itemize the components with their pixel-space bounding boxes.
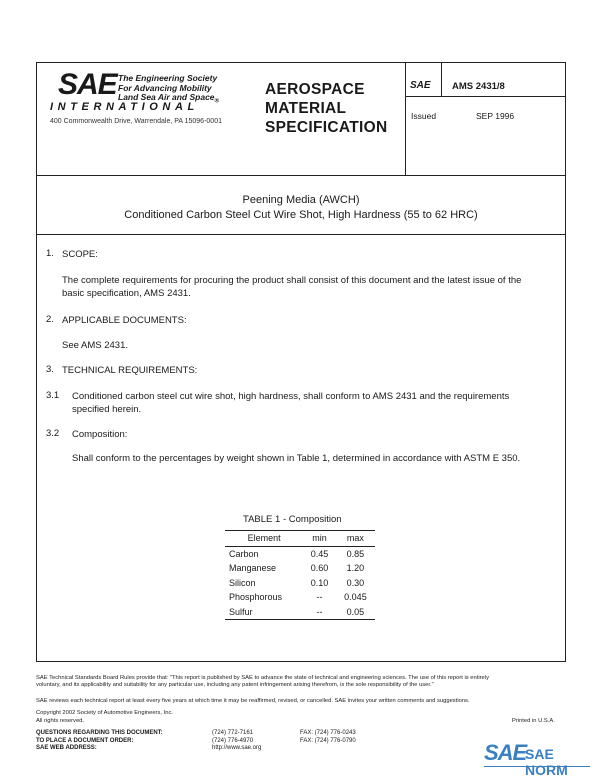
web-address-link[interactable]: http://www.sae.org [212,745,262,752]
sae-small-logo: SAE [410,80,431,91]
table-cell: 0.10 [310,577,329,588]
section-2-text: See AMS 2431. [62,340,129,351]
header-cell-divider [405,96,566,97]
international-label: INTERNATIONAL [50,101,199,113]
table-header-cell: min [312,533,327,544]
sae-norm-mark: SAE [484,740,527,765]
table-cell: 0.60 [310,563,329,574]
table-cell: 0.85 [346,548,365,559]
table-header-cell: max [346,533,364,544]
section-3-1-text: Conditioned carbon steel cut wire shot, high hardness, shall conform to AMS 2431 and the requirements specified herein. [72,391,510,415]
section-3-number: 3. [46,364,54,375]
table-row [225,590,375,605]
issued-date: SEP 1996 [476,111,515,121]
table-cell: Carbon [229,548,259,559]
table-cell: Manganese [229,563,277,574]
section-1-text: The complete requirements for procuring the product shall consist of this document and the latest issue of the basic specification, AMS 2431. [62,275,522,299]
review-statement: SAE reviews each technical report at least every five years at which time it may be reaffirmed, revised, or cancelled. SAE invites your written comments and suggestions. [36,698,470,704]
section-1-heading: SCOPE: [62,249,98,260]
rights-reserved: All rights reserved. [36,718,85,724]
section-3-2-text: Shall conform to the percentages by weight shown in Table 1, determined in accordance with ASTM E 350. [72,453,521,464]
sae-logo: SAE [58,68,117,101]
document-title: Peening Media (AWCH) Conditioned Carbon Steel Cut Wire Shot, High Hardness (55 to 62 HRC) [124,194,478,221]
issued-label: Issued [411,111,437,121]
table-row [225,605,375,620]
header-divider [36,175,566,176]
section-3-2-heading: Composition: [72,429,128,440]
section-3-1-number: 3.1 [46,390,60,401]
section-2-heading: APPLICABLE DOCUMENTS: [62,315,187,326]
table-header-row [225,531,375,547]
composition-table [225,530,375,620]
table-row [225,576,375,591]
table-cell: 0.045 [344,592,367,603]
table-caption: TABLE 1 - Composition [243,514,342,525]
table-cell: -- [316,606,323,617]
printed-in: Printed in U.S.A. [512,718,555,724]
section-1-number: 1. [46,248,54,259]
rules-statement: SAE Technical Standards Board Rules provide that: "This report is published by SAE to advance the state of technical and engineering sciences. The use of this report is entirely voluntary, and its applicability and suitability for any particular use, including any patent infringement arising therefrom, is the sole responsibility of the user." [36,675,489,689]
table-cell: 0.05 [346,606,365,617]
contact-faxes: FAX: (724) 776-0243 FAX: (724) 776-0790 [300,730,356,744]
spec-type-title: AEROSPACE MATERIAL SPECIFICATION [265,81,388,136]
header-small-divider [441,62,442,96]
table-row [225,561,375,576]
section-3-2-number: 3.2 [46,428,60,439]
society-tagline: The Engineering Society For Advancing Mobility Land Sea Air and Space$_®$ [118,73,219,105]
title-divider [36,234,566,235]
header-column-divider [405,62,406,175]
table-header-cell: Element [247,533,281,544]
sae-norm-underline [484,766,590,767]
copyright: Copyright 2002 Society of Automotive Engineers, Inc. [36,710,173,716]
table-cell: 0.30 [346,577,365,588]
table-cell: 0.45 [310,548,329,559]
table-row [225,546,375,561]
table-cell: Silicon [229,577,256,588]
ams-number: AMS 2431/8 [452,81,505,92]
table-cell: 1.20 [346,563,365,574]
sae-norm-text: SAE NORM [525,746,568,778]
contact-labels: QUESTIONS REGARDING THIS DOCUMENT: TO PLACE A DOCUMENT ORDER: SAE WEB ADDRESS: [36,730,163,752]
contact-phones: (724) 772-7161 (724) 776-4970 http://www.sae.org [212,730,262,752]
table-cell: -- [316,592,323,603]
table-cell: Phosphorous [229,592,283,603]
section-2-number: 2. [46,314,54,325]
table-cell: Sulfur [229,606,253,617]
section-3-heading: TECHNICAL REQUIREMENTS: [62,365,198,376]
address: 400 Commonwealth Drive, Warrendale, PA 15096-0001 [50,118,222,125]
